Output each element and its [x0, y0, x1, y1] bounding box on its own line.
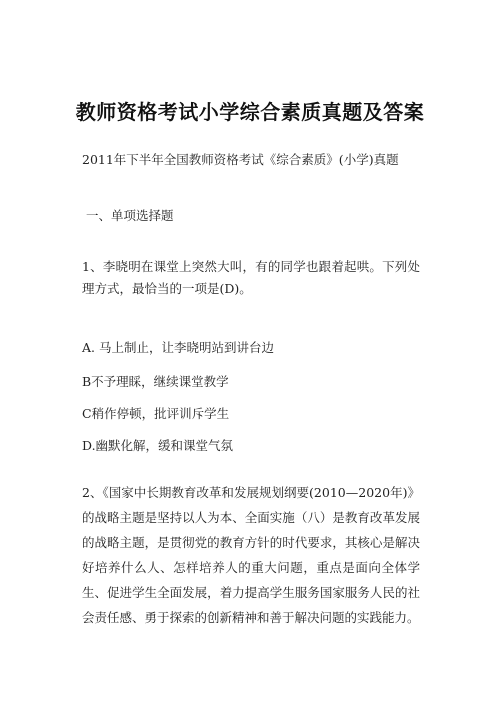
exam-subtitle: 2011年下半年全国教师资格考试《综合素质》(小学)真题	[82, 152, 399, 167]
question-1-option-c: C稍作停顿，批评训斥学生	[82, 406, 230, 421]
document-title: 教师资格考试小学综合素质真题及答案	[75, 100, 425, 124]
question-1-option-b: B不予理睬，继续课堂教学	[82, 374, 229, 389]
section-heading: 一、单项选择题	[86, 208, 174, 223]
question-2-text: 2、《国家中长期教育改革和发展规划纲要(2010—2020年)》的战略主题是坚持以人为本、全面实施（八）是教育改革发展的战略主题，是贯彻党的教育方针的时代要求，其核心是解决好培养什么人、怎样培养人的重大问题，重点是面向全体学生、促进学生全面发展，着力提高学生服务国家服务人民的社会责任感、勇于探索的创新精神和善于解决问题的实践能力。	[82, 485, 420, 625]
question-1-option-d: D.幽默化解，缓和课堂气氛	[82, 438, 234, 453]
question-1-option-a: A. 马上制止，让李晓明站到讲台边	[82, 340, 274, 355]
question-1-text: 1、李晓明在课堂上突然大叫，有的同学也跟着起哄。下列处理方式，最恰当的一项是(D)。	[82, 259, 420, 296]
